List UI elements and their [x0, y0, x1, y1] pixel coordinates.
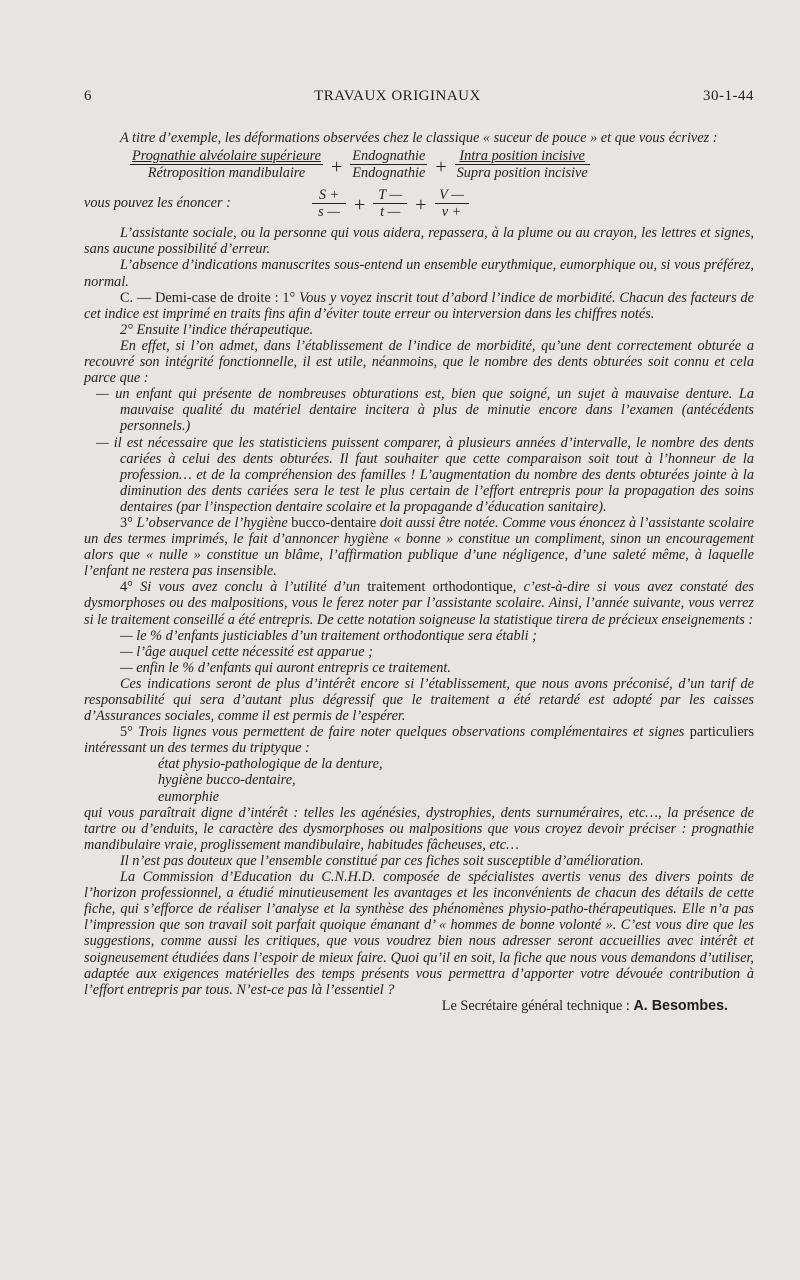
item-text: L’observance de l’hygiène	[136, 514, 288, 531]
symbol-fraction-v	[435, 187, 469, 220]
formula-term-2	[350, 148, 427, 181]
item-text: particuliers	[684, 724, 755, 741]
paragraph: Il n’est pas douteux que l’ensemble constitué par ces fiches soit susceptible d’amélioration.	[120, 852, 644, 869]
article-body	[84, 130, 754, 1014]
paragraph-item-3	[84, 515, 754, 579]
item-text: intéressant un des termes du triptyque :	[84, 740, 310, 757]
paragraph: En effet, si l’on admet, dans l’établissement de l’indice de morbidité, qu’une dent correctement obturée a recouvré son intégrité fonctionnelle, il est utile, néanmoins, que le nombre des dents obturées soit connu et cela parce que :	[84, 337, 754, 387]
t-numerator: T —	[373, 187, 407, 204]
triptych-term: eumorphie	[158, 788, 220, 805]
list-item: — enfin le % d’enfants qui auront entrepris ce traitement.	[120, 659, 451, 676]
dash-item: — il est nécessaire que les statisticiens puissent comparer, à plusieurs années d’intervalle, le nombre des dents cariées à celui des dents obturées. Il faut souhaiter que cette comparaison soit tout à l’honneur de la profession… et de la compréhension des familles ! L’augmentation du nombre des dents obturées jointe à la diminution des dents cariées sera le test le plus certain de l’effort entrepris pour la propagation des soins dentaires (par l’inspection dentaire scolaire et la propagande d’éducation sanitaire).	[96, 434, 754, 515]
term3-numerator: Intra position incisive	[455, 148, 590, 165]
term3-denominator: Supra position incisive	[456, 165, 588, 182]
item-text: et signes	[632, 724, 685, 741]
formula-lead-text: vous pouvez les énoncer :	[84, 195, 231, 212]
issue-date: 30-1-44	[702, 88, 754, 104]
deformation-formula	[84, 148, 754, 181]
item-number: 3°	[120, 514, 137, 531]
paragraph-item-4	[84, 579, 754, 627]
plus-sign: +	[415, 194, 427, 217]
dash-item: — un enfant qui présente de nombreuses obturations est, bien que soigné, un sujet à mauvaise denture. La mauvaise qualité du matériel dentaire incitera à plus de minutie encore dans l’examen (antécédents personnels.)	[96, 386, 754, 435]
symbol-fraction-s	[312, 187, 346, 220]
v-denominator: v +	[441, 203, 462, 220]
symbol-fraction-t	[373, 187, 407, 220]
item-number: 5°	[120, 724, 139, 741]
paragraph-item-5	[84, 724, 754, 756]
page-header	[84, 88, 754, 105]
paragraph: Ces indications seront de plus d’intérêt encore si l’établissement, que nous avons préconisé, d’un tarif de responsabilité qui sera d’autant plus dégressif que le traitement a été retardé est adopté par les caisses d’Assurances sociales, comme il est permis de l’espérer.	[84, 675, 754, 725]
list-item: — le % d’enfants justiciables d’un traitement orthodontique sera établi ;	[120, 627, 537, 644]
section-c-text: Vous y voyez inscrit tout d’abord l’indice de morbidité. Chacun des facteurs de cet indice est imprimé en traits fins afin d’éviter toute erreur ou interversion dans les chiffres notés.	[84, 289, 754, 322]
section-c-lead: C. — Demi-case de droite : 1°	[120, 289, 300, 306]
term1-numerator: Prognathie alvéolaire supérieure	[132, 148, 321, 165]
paragraph: L’assistante sociale, ou la personne qui vous aidera, repassera, à la plume ou au crayon, les lettres et signes, sans aucune possibilité d’erreur.	[84, 225, 754, 258]
symbolic-formula	[84, 183, 754, 223]
triptych-term: état physio-pathologique de la denture,	[158, 756, 383, 773]
journal-title: TRAVAUX ORIGINAUX	[314, 88, 481, 104]
plus-sign: +	[354, 194, 366, 217]
term2-denominator: Endognathie	[352, 165, 426, 182]
v-numerator: V —	[435, 187, 469, 204]
t-denominator: t —	[380, 203, 401, 220]
paragraph: qui vous paraîtrait digne d’intérêt : telles les agénésies, dystrophies, dents surnuméraires, etc…, la présence de tartre ou d’enduits, le caractère des dysmorphoses ou malpositions que vous croyez devoir préciser : prognathie mandibulaire vraie, proglissement mandibulaire, habitudes fâcheuses, etc…	[84, 804, 754, 853]
formula-term-1	[130, 148, 323, 181]
term2-numerator: Endognathie	[352, 148, 426, 165]
paragraph: La Commission d’Education du C.N.H.D. composée de spécialistes avertis venus des divers points de l’horizon professionnel, a étudié minutieusement les avantages et les inconvénients de chacun des détails de cette fiche, qui s’efforce de réaliser l’analyse et la synthèse des phénomènes physio-patho-thérapeutiques. Elle n’a pas l’impression que son travail soit parfait quoique émanant d’ « hommes de bonne volonté ». C’est vous dire que les suggestions, comme aussi les critiques, que vous voudrez bien nous adresser seront accueillies avec intérêt et soigneusement étudiées dans l’espoir de mieux faire. Quoi qu’il en soit, la fiche que nous vous demandons d’utiliser, adaptée aux exigences matérielles des temps présents vous permettra d’apporter votre dévouée contribution à l’effort entrepris par tous. N’est-ce pas là l’essentiel ?	[84, 869, 754, 998]
s-numerator: S +	[312, 187, 346, 204]
signature-role: Le Secrétaire général technique :	[441, 997, 634, 1014]
paragraph: L’absence d’indications manuscrites sous-entend un ensemble eurythmique, eumorphique ou, si vous préférez, normal.	[84, 257, 754, 290]
item-text: doit aussi être notée. Comme vous énoncez à l’assistante scolaire un des termes imprimés, le fait d’annoncer hygiène « bonne » constitue un compliment, sinon un encouragement alors que « nulle » constitue un blâme, l’affirmation publique d’une négligence, d’une saleté même, à laquelle l’enfant ne restera pas insensible.	[84, 514, 754, 580]
triptych-term: hygiène bucco-dentaire,	[158, 772, 296, 789]
item-text: Si vous avez conclu à l’utilité d’un	[140, 579, 361, 596]
signature	[84, 998, 754, 1014]
item-text: bucco-dentaire	[287, 514, 380, 531]
plus-sign: +	[331, 155, 343, 178]
paragraph-section-c	[84, 290, 754, 322]
page-number: 6	[84, 88, 92, 104]
term1-denominator: Rétroposition mandibulaire	[147, 165, 306, 182]
s-denominator: s —	[318, 203, 340, 220]
item-number: 4°	[120, 579, 141, 596]
paragraph: 2° Ensuite l’indice thérapeutique.	[120, 321, 314, 338]
formula-term-3	[455, 148, 590, 181]
intro-paragraph: A titre d’exemple, les déformations observées chez le classique « suceur de pouce » et que vous écrivez :	[120, 130, 718, 146]
plus-sign: +	[435, 155, 447, 178]
signature-name: A. Besombes.	[633, 997, 728, 1014]
item-text: c’est-à-dire si vous avez constaté des dysmorphoses ou des malpositions, vous le ferez noter par l’assistante scolaire. Ainsi, l’année suivante, vous verrez si le traitement conseillé a été entrepris. De cette notation soigneuse la statistique tirera de précieux enseignements :	[84, 579, 754, 628]
item-text: Trois lignes vous permettent de faire noter quelques observations complémentaires	[138, 724, 628, 741]
item-text: traitement orthodontique,	[360, 579, 524, 596]
list-item: — l’âge auquel cette nécessité est apparue ;	[120, 643, 373, 660]
